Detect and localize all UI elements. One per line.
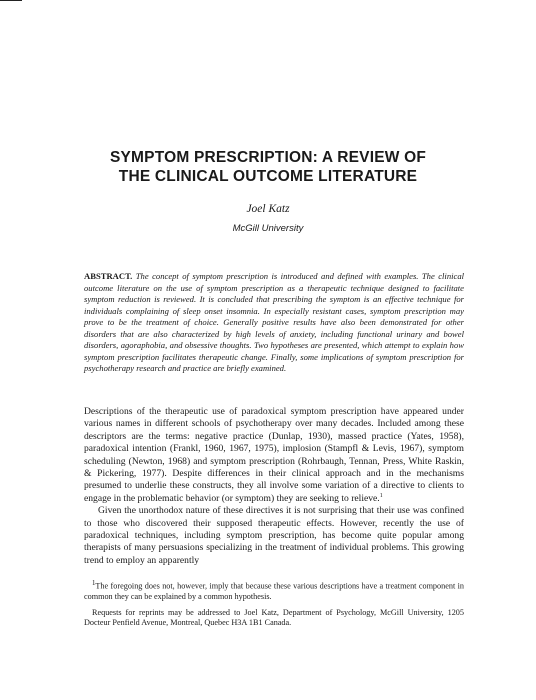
abstract-label: ABSTRACT. xyxy=(84,271,133,281)
reprint-request-note: Requests for reprints may be addressed to Joel Katz, Department of Psychology, McGill University, 1205 Docteur Penfield Avenue, Montreal, Quebec H3A 1B1 Canada. xyxy=(84,607,464,628)
body-text xyxy=(84,406,464,567)
article-title-line-2: THE CLINICAL OUTCOME LITERATURE xyxy=(118,168,418,185)
footnote-reference-1: 1 xyxy=(379,492,383,499)
footnote-1-text: The foregoing does not, however, imply that because these various descriptions have a treatment component in common they can be explained by a common hypothesis. xyxy=(84,581,464,602)
body-paragraph-2: Given the unorthodox nature of these directives it is not surprising that their use was confined to those who discovered their supposed therapeutic effects. However, recently the use of paradoxical techniques, including symptom prescription, has become quite popular among therapists of many persuasions specializing in the treatment of individual problems. This growing trend to employ an apparently xyxy=(84,505,464,566)
article-title-line-1: SYMPTOM PRESCRIPTION: A REVIEW OF xyxy=(109,149,427,166)
footnote-1 xyxy=(84,579,464,603)
abstract-text: The concept of symptom prescription is introduced and defined with examples. The clinical outcome literature on the use of symptom prescription as a therapeutic technique designed to facilitate symptom reduction is reviewed. It is concluded that prescribing the symptom is an effective technique for individuals complaining of sleep onset insomnia. In especially resistant cases, symptom prescription may prove to be the treatment of choice. Generally positive results have also been demonstrated for other disorders that are also characterized by high levels of anxiety, including functional urinary and bowel disorders, agoraphobia, and obsessive thoughts. Two hypotheses are presented, which attempt to explain how symptom prescription facilitates therapeutic change. Finally, some implications of symptom prescription for psychotherapy research and practice are briefly examined. xyxy=(84,271,465,373)
body-paragraph-1-text: Descriptions of the therapeutic use of paradoxical symptom prescription have appeared under various names in different schools of psychotherapy over many decades. Included among these descriptors are the terms: negative practice (Dunlap, 1930), massed practice (Yates, 1958), paradoxical intention (Frankl, 1960, 1967, 1975), implosion (Stampfl & Levis, 1967), symptom scheduling (Newton, 1968) and symptom prescription (Rohrbaugh, Tennan, Press, White Raskin, & Pickering, 1977). Despite differences in their clinical approach and in the mechanisms presumed to underlie these constructs, they all involve some variation of a directive to clients to engage in the problematic behavior (or symptom) they are seeking to relieve. xyxy=(84,406,464,504)
article-title xyxy=(60,148,476,186)
author-affiliation: McGill University xyxy=(232,223,304,234)
body-paragraph-1 xyxy=(84,406,464,505)
corner-crop-mark xyxy=(0,0,22,1)
abstract xyxy=(84,271,464,375)
footnotes xyxy=(84,579,464,634)
footnote-1-mark: 1 xyxy=(92,580,96,587)
author-name: Joel Katz xyxy=(246,203,290,215)
